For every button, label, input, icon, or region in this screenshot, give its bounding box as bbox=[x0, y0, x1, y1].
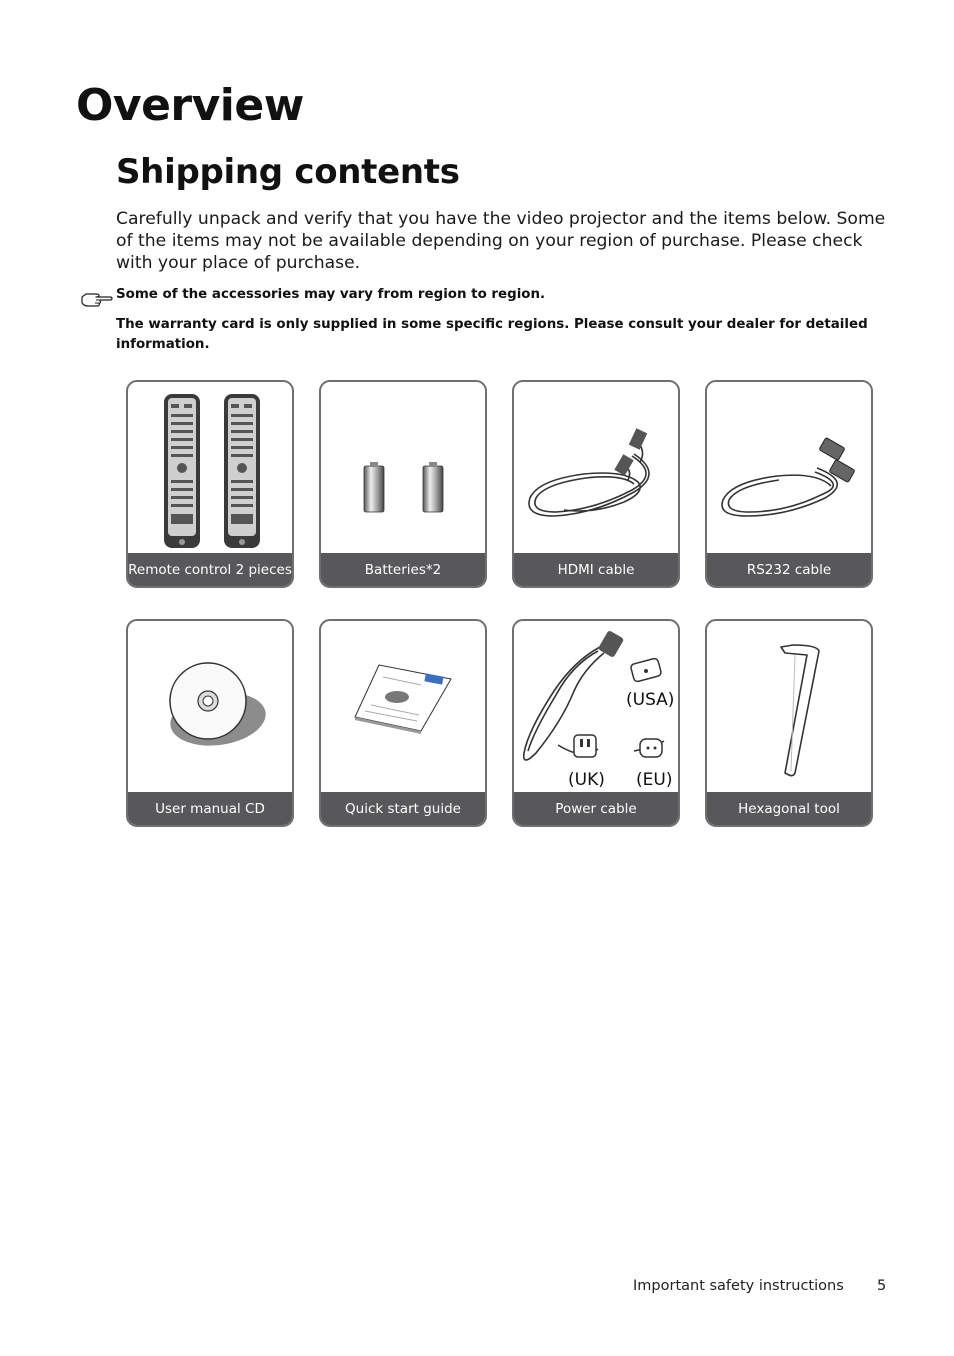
cd-icon bbox=[128, 621, 292, 793]
item-card-cd bbox=[126, 619, 294, 827]
plug-label-usa: (USA) bbox=[626, 690, 675, 710]
plug-label-uk: (UK) bbox=[568, 770, 605, 790]
page-title: Overview bbox=[76, 80, 304, 131]
item-card-hex bbox=[705, 619, 873, 827]
item-card-batteries bbox=[319, 380, 487, 588]
plug-label-eu: (EU) bbox=[636, 770, 673, 790]
note-warranty: The warranty card is only supplied in some specific regions. Please consult your dealer for detailed information. bbox=[116, 317, 868, 352]
item-card-remote bbox=[126, 380, 294, 588]
item-label-batteries: Batteries*2 bbox=[321, 553, 485, 586]
note-accessories: Some of the accessories may vary from region to region. bbox=[116, 287, 546, 302]
guide-booklet-icon bbox=[321, 621, 485, 793]
item-label-guide: Quick start guide bbox=[321, 792, 485, 825]
remote-control-icon bbox=[128, 382, 292, 554]
item-card-guide bbox=[319, 619, 487, 827]
battery-icon bbox=[321, 382, 485, 554]
item-card-hdmi bbox=[512, 380, 680, 588]
intro-paragraph: Carefully unpack and verify that you have the video projector and the items below. Some of the items may not be available depending on your region of purchase. Please check with your place of purchase. bbox=[116, 209, 886, 273]
item-label-remote: Remote control 2 pieces bbox=[128, 553, 292, 586]
item-label-power: Power cable bbox=[514, 792, 678, 825]
item-label-cd: User manual CD bbox=[128, 792, 292, 825]
item-card-power bbox=[512, 619, 680, 827]
item-label-rs232: RS232 cable bbox=[707, 553, 871, 586]
item-label-hex: Hexagonal tool bbox=[707, 792, 871, 825]
footer-section: Important safety instructions bbox=[633, 1278, 844, 1294]
item-label-hdmi: HDMI cable bbox=[514, 553, 678, 586]
power-cable-icon bbox=[514, 621, 678, 793]
rs232-cable-icon bbox=[707, 382, 871, 554]
item-card-rs232 bbox=[705, 380, 873, 588]
hex-key-icon bbox=[707, 621, 871, 793]
section-title: Shipping contents bbox=[116, 152, 460, 192]
page-number: 5 bbox=[877, 1278, 887, 1294]
pointing-hand-icon bbox=[80, 288, 114, 308]
hdmi-cable-icon bbox=[514, 382, 678, 554]
